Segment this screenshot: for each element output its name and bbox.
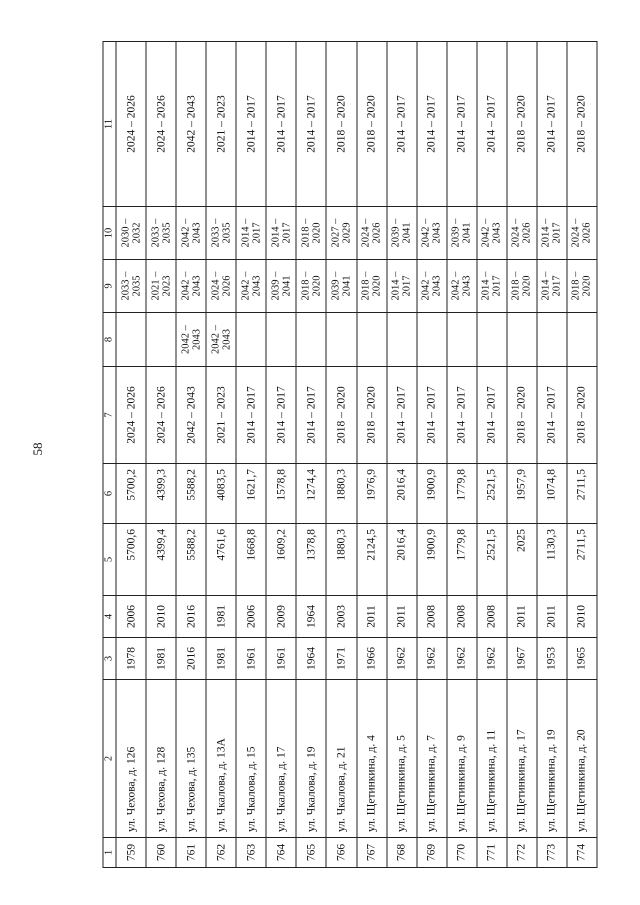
- row-number-cell: 762: [206, 838, 236, 868]
- area-cell: 1957,9: [507, 464, 537, 524]
- area-total-cell: 5588,2: [176, 524, 206, 596]
- period-cell: [296, 313, 326, 367]
- period-cell: 2014 – 2017: [266, 42, 296, 207]
- period-cell: 2024 – 2026: [507, 207, 537, 260]
- period-cell: 2021 – 2023: [206, 367, 236, 464]
- period-cell: 2018 – 2020: [326, 367, 356, 464]
- page-number: 58: [30, 442, 45, 456]
- table-row: [357, 42, 387, 868]
- row-number-cell: 774: [567, 838, 597, 868]
- period-cell: 2014 – 2017: [447, 42, 477, 207]
- period-cell: 2018 – 2020: [567, 367, 597, 464]
- period-cell: 2018 – 2020: [567, 260, 597, 313]
- year-cell: 2011: [507, 596, 537, 638]
- address-cell: ул. Чкалова, д. 19: [296, 680, 326, 838]
- row-number-cell: 767: [357, 838, 387, 868]
- period-cell: [477, 313, 507, 367]
- period-cell: 2033 – 2035: [116, 260, 146, 313]
- period-cell: 2018 – 2020: [507, 42, 537, 207]
- address-cell: ул. Щетинкина, д. 4: [357, 680, 387, 838]
- year-built-cell: 1965: [567, 638, 597, 680]
- area-total-cell: 1609,2: [266, 524, 296, 596]
- period-cell: 2042 – 2043: [176, 260, 206, 313]
- year-built-cell: 1962: [387, 638, 417, 680]
- row-number-cell: 766: [326, 838, 356, 868]
- area-cell: 5700,2: [116, 464, 146, 524]
- period-cell: 2018 – 2020: [507, 367, 537, 464]
- period-cell: [387, 313, 417, 367]
- period-cell: [417, 313, 447, 367]
- address-cell: ул. Чехова, д. 126: [116, 680, 146, 838]
- address-cell: ул. Чехова, д. 135: [176, 680, 206, 838]
- period-cell: 2030 – 2032: [116, 207, 146, 260]
- table-row: [477, 42, 507, 868]
- year-cell: 2003: [326, 596, 356, 638]
- year-built-cell: 1981: [206, 638, 236, 680]
- period-cell: 2018 – 2020: [357, 260, 387, 313]
- row-number-cell: 771: [477, 838, 507, 868]
- row-number-cell: 765: [296, 838, 326, 868]
- area-cell: 4083,5: [206, 464, 236, 524]
- period-cell: [567, 313, 597, 367]
- period-cell: 2014 – 2017: [417, 367, 447, 464]
- header-cell: 10: [103, 207, 116, 260]
- area-cell: 1880,3: [326, 464, 356, 524]
- period-cell: 2024 – 2026: [146, 42, 176, 207]
- area-cell: 5588,2: [176, 464, 206, 524]
- period-cell: 2014 – 2017: [417, 42, 447, 207]
- period-cell: 2027 – 2029: [326, 207, 356, 260]
- period-cell: [537, 313, 567, 367]
- row-number-cell: 772: [507, 838, 537, 868]
- area-total-cell: 1880,3: [326, 524, 356, 596]
- period-cell: [507, 313, 537, 367]
- period-cell: 2024 – 2026: [567, 207, 597, 260]
- area-total-cell: 1378,8: [296, 524, 326, 596]
- year-cell: 2008: [477, 596, 507, 638]
- period-cell: 2042 – 2043: [206, 313, 236, 367]
- period-cell: 2024 – 2026: [116, 42, 146, 207]
- period-cell: 2024 – 2026: [146, 367, 176, 464]
- row-number-cell: 763: [236, 838, 266, 868]
- area-cell: 4399,3: [146, 464, 176, 524]
- area-cell: 1578,8: [266, 464, 296, 524]
- year-built-cell: 1962: [477, 638, 507, 680]
- year-built-cell: 1962: [417, 638, 447, 680]
- period-cell: 2014 – 2017: [477, 367, 507, 464]
- table-row: [447, 42, 477, 868]
- period-cell: 2042 – 2043: [417, 260, 447, 313]
- year-built-cell: 1978: [116, 638, 146, 680]
- table-header: [103, 42, 116, 868]
- area-cell: 1621,7: [236, 464, 266, 524]
- year-built-cell: 1961: [266, 638, 296, 680]
- period-cell: 2018 – 2020: [507, 260, 537, 313]
- table-row: [537, 42, 567, 868]
- area-total-cell: 2016,4: [387, 524, 417, 596]
- period-cell: 2042 – 2043: [176, 367, 206, 464]
- area-cell: 1274,4: [296, 464, 326, 524]
- area-cell: 2711,5: [567, 464, 597, 524]
- address-cell: ул. Щетинкина, д. 17: [507, 680, 537, 838]
- table-row: [266, 42, 296, 868]
- period-cell: 2014 – 2017: [236, 367, 266, 464]
- period-cell: 2014 – 2017: [387, 260, 417, 313]
- table-row: [146, 42, 176, 868]
- period-cell: 2039 – 2041: [266, 260, 296, 313]
- table-body: [116, 42, 597, 868]
- period-cell: 2014 – 2017: [537, 207, 567, 260]
- table-row: [176, 42, 206, 868]
- table-row: [206, 42, 236, 868]
- period-cell: 2042 – 2043: [477, 207, 507, 260]
- period-cell: 2014 – 2017: [537, 42, 567, 207]
- period-cell: 2042 – 2043: [236, 260, 266, 313]
- year-cell: 2010: [146, 596, 176, 638]
- period-cell: [266, 313, 296, 367]
- header-cell: 4: [103, 596, 116, 638]
- address-cell: ул. Чкалова, д. 21: [326, 680, 356, 838]
- year-built-cell: 2016: [176, 638, 206, 680]
- period-cell: 2024 – 2026: [206, 260, 236, 313]
- address-cell: ул. Чехова, д. 128: [146, 680, 176, 838]
- period-cell: 2018 – 2020: [296, 260, 326, 313]
- address-cell: ул. Чкалова, д. 15: [236, 680, 266, 838]
- address-cell: ул. Чкалова, д. 17: [266, 680, 296, 838]
- area-total-cell: 1668,8: [236, 524, 266, 596]
- period-cell: 2018 – 2020: [357, 367, 387, 464]
- table-row: [326, 42, 356, 868]
- year-cell: 2006: [236, 596, 266, 638]
- header-cell: 2: [103, 680, 116, 838]
- row-number-cell: 770: [447, 838, 477, 868]
- address-cell: ул. Щетинкина, д. 5: [387, 680, 417, 838]
- address-cell: ул. Щетинкина, д. 11: [477, 680, 507, 838]
- period-cell: 2033 – 2035: [146, 207, 176, 260]
- year-cell: 2008: [447, 596, 477, 638]
- period-cell: 2014 – 2017: [477, 42, 507, 207]
- year-cell: 2016: [176, 596, 206, 638]
- year-cell: 1964: [296, 596, 326, 638]
- period-cell: 2018 – 2020: [357, 42, 387, 207]
- year-cell: 2011: [387, 596, 417, 638]
- header-cell: 6: [103, 464, 116, 524]
- year-built-cell: 1961: [236, 638, 266, 680]
- area-total-cell: 2521,5: [477, 524, 507, 596]
- period-cell: 2018 – 2020: [296, 207, 326, 260]
- period-cell: 2014 – 2017: [296, 42, 326, 207]
- period-cell: 2014 – 2017: [447, 367, 477, 464]
- header-cell: 7: [103, 367, 116, 464]
- year-cell: 2009: [266, 596, 296, 638]
- period-cell: 2042 – 2043: [176, 42, 206, 207]
- row-number-cell: 761: [176, 838, 206, 868]
- area-total-cell: 2711,5: [567, 524, 597, 596]
- period-cell: 2014 – 2017: [477, 260, 507, 313]
- period-cell: [146, 313, 176, 367]
- period-cell: [447, 313, 477, 367]
- area-cell: 1074,8: [537, 464, 567, 524]
- period-cell: 2024 – 2026: [116, 367, 146, 464]
- area-cell: 1779,8: [447, 464, 477, 524]
- period-cell: 2014 – 2017: [266, 207, 296, 260]
- header-cell: 3: [103, 638, 116, 680]
- header-cell: 1: [103, 838, 116, 868]
- area-total-cell: 5700,6: [116, 524, 146, 596]
- year-cell: 2011: [537, 596, 567, 638]
- area-total-cell: 4761,6: [206, 524, 236, 596]
- address-cell: ул. Щетинкина, д. 9: [447, 680, 477, 838]
- table-row: [387, 42, 417, 868]
- header-cell: 11: [103, 42, 116, 207]
- header-cell: 8: [103, 313, 116, 367]
- table-row: [507, 42, 537, 868]
- row-number-cell: 764: [266, 838, 296, 868]
- table-row: [116, 42, 146, 868]
- area-cell: 2521,5: [477, 464, 507, 524]
- address-cell: ул. Чкалова, д. 13А: [206, 680, 236, 838]
- address-cell: ул. Щетинкина, д. 7: [417, 680, 447, 838]
- address-cell: ул. Щетинкина, д. 20: [567, 680, 597, 838]
- header-row: [103, 42, 116, 868]
- period-cell: 2033 – 2035: [206, 207, 236, 260]
- period-cell: 2039 – 2041: [447, 207, 477, 260]
- table-row: [296, 42, 326, 868]
- table-row: [236, 42, 266, 868]
- period-cell: [236, 313, 266, 367]
- area-total-cell: 1130,3: [537, 524, 567, 596]
- housing-schedule-table: [103, 41, 598, 868]
- table-row: [417, 42, 447, 868]
- year-built-cell: 1967: [507, 638, 537, 680]
- year-built-cell: 1953: [537, 638, 567, 680]
- year-built-cell: 1971: [326, 638, 356, 680]
- address-cell: ул. Щетинкина, д. 19: [537, 680, 567, 838]
- period-cell: 2042 – 2043: [447, 260, 477, 313]
- year-built-cell: 1966: [357, 638, 387, 680]
- area-total-cell: 4399,4: [146, 524, 176, 596]
- document-table-container: [103, 42, 598, 868]
- period-cell: 2018 – 2020: [326, 42, 356, 207]
- period-cell: 2014 – 2017: [537, 260, 567, 313]
- period-cell: 2014 – 2017: [296, 367, 326, 464]
- area-total-cell: 1779,8: [447, 524, 477, 596]
- period-cell: 2014 – 2017: [236, 42, 266, 207]
- period-cell: 2021 – 2023: [146, 260, 176, 313]
- year-built-cell: 1962: [447, 638, 477, 680]
- row-number-cell: 759: [116, 838, 146, 868]
- row-number-cell: 760: [146, 838, 176, 868]
- row-number-cell: 768: [387, 838, 417, 868]
- period-cell: 2024 – 2026: [357, 207, 387, 260]
- period-cell: 2042 – 2043: [417, 207, 447, 260]
- period-cell: [326, 313, 356, 367]
- period-cell: 2042 – 2043: [176, 313, 206, 367]
- table-row: [567, 42, 597, 868]
- row-number-cell: 769: [417, 838, 447, 868]
- period-cell: 2039 – 2041: [326, 260, 356, 313]
- period-cell: 2014 – 2017: [537, 367, 567, 464]
- year-cell: 2011: [357, 596, 387, 638]
- area-total-cell: 1900,9: [417, 524, 447, 596]
- period-cell: [357, 313, 387, 367]
- area-total-cell: 2124,5: [357, 524, 387, 596]
- period-cell: 2042 – 2043: [176, 207, 206, 260]
- header-cell: 9: [103, 260, 116, 313]
- year-cell: 2010: [567, 596, 597, 638]
- period-cell: 2014 – 2017: [387, 367, 417, 464]
- period-cell: 2021 – 2023: [206, 42, 236, 207]
- row-number-cell: 773: [537, 838, 567, 868]
- period-cell: [116, 313, 146, 367]
- period-cell: 2014 – 2017: [266, 367, 296, 464]
- period-cell: 2014 – 2017: [387, 42, 417, 207]
- header-cell: 5: [103, 524, 116, 596]
- year-built-cell: 1964: [296, 638, 326, 680]
- area-cell: 2016,4: [387, 464, 417, 524]
- period-cell: 2018 – 2020: [567, 42, 597, 207]
- year-cell: 2006: [116, 596, 146, 638]
- period-cell: 2014 – 2017: [236, 207, 266, 260]
- year-cell: 2008: [417, 596, 447, 638]
- year-built-cell: 1981: [146, 638, 176, 680]
- area-cell: 1976,9: [357, 464, 387, 524]
- period-cell: 2039 – 2041: [387, 207, 417, 260]
- area-cell: 1900,9: [417, 464, 447, 524]
- year-cell: 1981: [206, 596, 236, 638]
- area-total-cell: 2025: [507, 524, 537, 596]
